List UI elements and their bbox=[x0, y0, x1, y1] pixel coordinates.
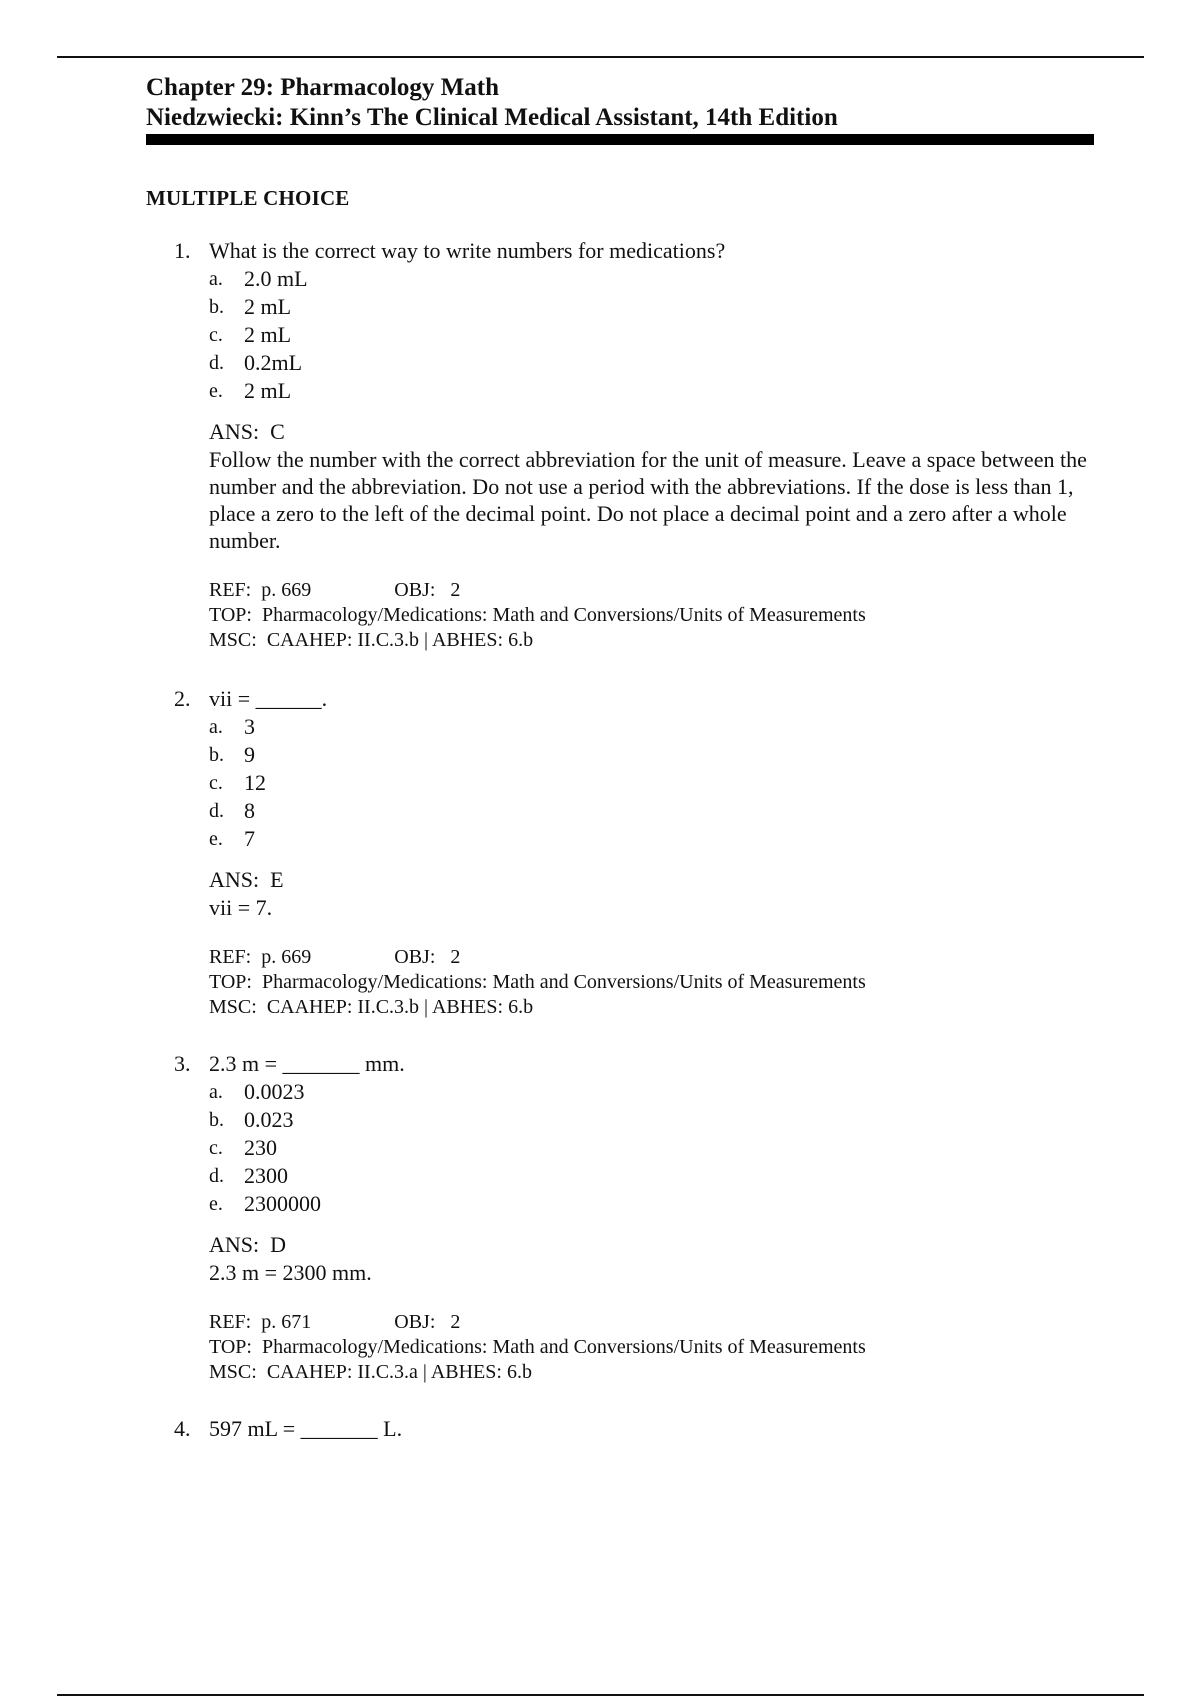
option-a bbox=[209, 1078, 1094, 1106]
option-text: 2 mL bbox=[244, 378, 292, 403]
msc-value: CAAHEP: II.C.3.b | ABHES: 6.b bbox=[266, 629, 534, 651]
obj-field bbox=[394, 945, 460, 970]
answer-value: E bbox=[270, 867, 284, 892]
option-letter: b. bbox=[209, 1109, 224, 1131]
option-letter: d. bbox=[209, 800, 224, 822]
msc-value: CAAHEP: II.C.3.a | ABHES: 6.b bbox=[266, 1361, 532, 1383]
question-text: What is the correct way to write numbers for medications? bbox=[209, 238, 726, 263]
msc-label: MSC: bbox=[209, 996, 257, 1018]
question-stem bbox=[174, 1415, 1094, 1443]
question-number: 4. bbox=[174, 1416, 191, 1441]
answer-label: ANS: bbox=[209, 867, 260, 892]
header-bar bbox=[146, 134, 1094, 145]
document-header bbox=[146, 73, 838, 133]
ref-row bbox=[209, 945, 1094, 970]
option-e bbox=[209, 825, 1094, 853]
option-text: 2 mL bbox=[244, 322, 292, 347]
option-letter: d. bbox=[209, 1165, 224, 1187]
option-text: 2300000 bbox=[244, 1191, 321, 1216]
obj-field bbox=[394, 578, 460, 603]
top-row bbox=[209, 603, 1094, 628]
question-stem bbox=[174, 1050, 1094, 1078]
question-metadata bbox=[174, 1310, 1094, 1385]
option-letter: c. bbox=[209, 1137, 223, 1159]
ref-value: p. 669 bbox=[261, 946, 312, 968]
option-d bbox=[209, 349, 1094, 377]
option-text: 12 bbox=[244, 770, 266, 795]
question-metadata bbox=[174, 578, 1094, 653]
top-value: Pharmacology/Medications: Math and Conversions/Units of Measurements bbox=[261, 971, 866, 993]
option-text: 0.023 bbox=[244, 1107, 294, 1132]
ref-label: REF: bbox=[209, 946, 252, 968]
option-d bbox=[209, 1162, 1094, 1190]
ref-value: p. 671 bbox=[261, 1311, 312, 1333]
obj-value: 2 bbox=[450, 579, 461, 601]
top-label: TOP: bbox=[209, 604, 252, 626]
option-c bbox=[209, 321, 1094, 349]
question-number: 2. bbox=[174, 686, 191, 711]
option-letter: e. bbox=[209, 1193, 223, 1215]
question-number: 1. bbox=[174, 238, 191, 263]
obj-label: OBJ: bbox=[394, 946, 436, 968]
answer-line bbox=[174, 1231, 1094, 1259]
top-label: TOP: bbox=[209, 971, 252, 993]
option-text: 8 bbox=[244, 798, 255, 823]
question-3 bbox=[174, 1050, 1094, 1385]
msc-label: MSC: bbox=[209, 1361, 257, 1383]
option-text: 7 bbox=[244, 826, 255, 851]
option-letter: e. bbox=[209, 828, 223, 850]
question-number: 3. bbox=[174, 1051, 191, 1076]
answer-options bbox=[174, 713, 1094, 853]
answer-label: ANS: bbox=[209, 419, 260, 444]
option-letter: e. bbox=[209, 380, 223, 402]
option-letter: b. bbox=[209, 744, 224, 766]
msc-row bbox=[209, 995, 1094, 1020]
option-a bbox=[209, 265, 1094, 293]
obj-value: 2 bbox=[450, 1311, 461, 1333]
option-text: 3 bbox=[244, 714, 255, 739]
question-2 bbox=[174, 685, 1094, 1020]
question-stem bbox=[174, 237, 1094, 265]
rationale: vii = 7. bbox=[209, 895, 273, 920]
chapter-title: Chapter 29: Pharmacology Math bbox=[146, 74, 499, 101]
question-1 bbox=[174, 237, 1094, 653]
option-text: 2.0 mL bbox=[244, 266, 308, 291]
top-row bbox=[209, 1335, 1094, 1360]
question-text: vii = ______. bbox=[209, 686, 328, 711]
ref-row bbox=[209, 1310, 1094, 1335]
ref-row bbox=[209, 578, 1094, 603]
top-rule bbox=[57, 56, 1144, 58]
option-c bbox=[209, 769, 1094, 797]
book-title: Niedzwiecki: Kinn’s The Clinical Medical Assistant, 14th Edition bbox=[146, 104, 838, 131]
rationale: Follow the number with the correct abbreviation for the unit of measure. Leave a space between the number and the abbreviation. Do not use a period with the abbreviations. If the dose is less than 1, place a zero to the left of the decimal point. Do not place a decimal point and a zero after a whole number. bbox=[209, 447, 1087, 553]
top-value: Pharmacology/Medications: Math and Conversions/Units of Measurements bbox=[261, 604, 866, 626]
question-text: 2.3 m = _______ mm. bbox=[209, 1051, 405, 1076]
option-e bbox=[209, 377, 1094, 405]
top-row bbox=[209, 970, 1094, 995]
option-letter: a. bbox=[209, 716, 223, 738]
top-value: Pharmacology/Medications: Math and Conversions/Units of Measurements bbox=[261, 1336, 866, 1358]
option-text: 2 mL bbox=[244, 294, 292, 319]
section-title: MULTIPLE CHOICE bbox=[146, 186, 350, 210]
answer-label: ANS: bbox=[209, 1232, 260, 1257]
bottom-rule bbox=[57, 1694, 1144, 1696]
answer-line bbox=[174, 418, 1094, 446]
option-text: 230 bbox=[244, 1135, 277, 1160]
option-letter: a. bbox=[209, 268, 223, 290]
ref-label: REF: bbox=[209, 1311, 252, 1333]
option-letter: c. bbox=[209, 772, 223, 794]
ref-label: REF: bbox=[209, 579, 252, 601]
answer-options bbox=[174, 265, 1094, 405]
option-c bbox=[209, 1134, 1094, 1162]
msc-label: MSC: bbox=[209, 629, 257, 651]
question-text: 597 mL = _______ L. bbox=[209, 1416, 403, 1441]
answer-line bbox=[174, 866, 1094, 894]
obj-field bbox=[394, 1310, 460, 1335]
answer-value: C bbox=[270, 419, 285, 444]
option-letter: b. bbox=[209, 296, 224, 318]
option-e bbox=[209, 1190, 1094, 1218]
top-label: TOP: bbox=[209, 1336, 252, 1358]
obj-label: OBJ: bbox=[394, 579, 436, 601]
ref-value: p. 669 bbox=[261, 579, 312, 601]
option-letter: a. bbox=[209, 1081, 223, 1103]
question-stem bbox=[174, 685, 1094, 713]
option-text: 2300 bbox=[244, 1163, 288, 1188]
option-text: 0.2mL bbox=[244, 350, 303, 375]
option-text: 0.0023 bbox=[244, 1079, 305, 1104]
option-letter: c. bbox=[209, 324, 223, 346]
option-letter: d. bbox=[209, 352, 224, 374]
option-text: 9 bbox=[244, 742, 255, 767]
option-d bbox=[209, 797, 1094, 825]
option-a bbox=[209, 713, 1094, 741]
option-b bbox=[209, 1106, 1094, 1134]
msc-value: CAAHEP: II.C.3.b | ABHES: 6.b bbox=[266, 996, 534, 1018]
option-b bbox=[209, 293, 1094, 321]
answer-options bbox=[174, 1078, 1094, 1218]
question-4 bbox=[174, 1415, 1094, 1443]
msc-row bbox=[209, 628, 1094, 653]
rationale: 2.3 m = 2300 mm. bbox=[209, 1260, 372, 1285]
obj-label: OBJ: bbox=[394, 1311, 436, 1333]
msc-row bbox=[209, 1360, 1094, 1385]
option-b bbox=[209, 741, 1094, 769]
obj-value: 2 bbox=[450, 946, 461, 968]
question-metadata bbox=[174, 945, 1094, 1020]
answer-value: D bbox=[270, 1232, 287, 1257]
